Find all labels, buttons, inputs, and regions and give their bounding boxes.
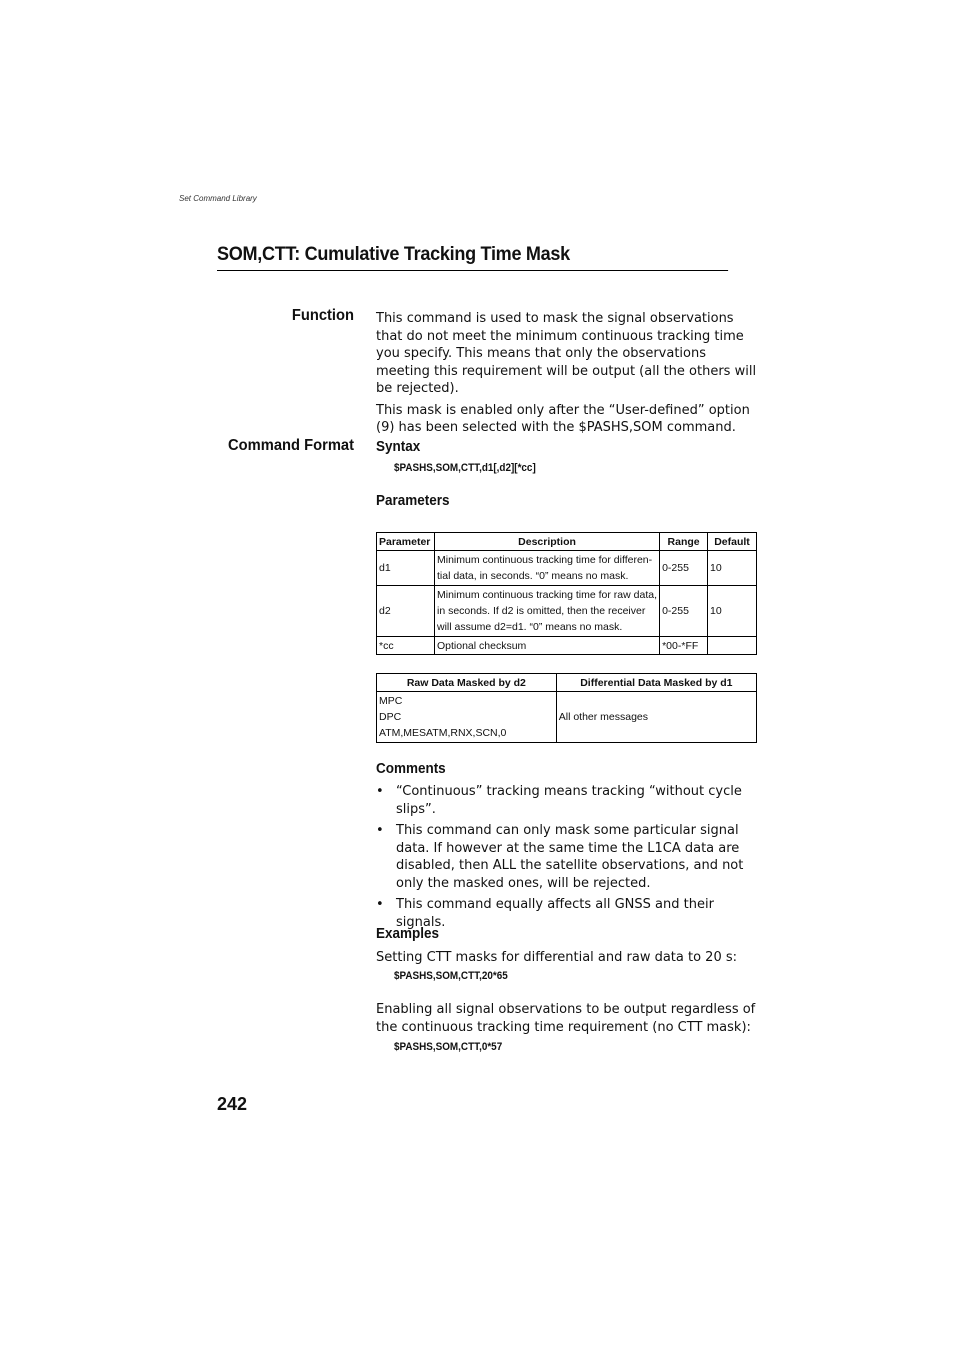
example-2-command: $PASHS,SOM,CTT,0*57 xyxy=(394,1041,503,1053)
list-item xyxy=(376,822,760,892)
list-item xyxy=(376,783,760,818)
column-header: Range xyxy=(660,533,708,551)
mask-table xyxy=(376,673,757,743)
bullet: • xyxy=(376,784,384,799)
page-number: 242 xyxy=(217,1094,248,1114)
comment-text: This command can only mask some particular signal data. If however at the same time the L1CA data are disabled, then ALL the satellite observations, and not only the masked ones, will be rejected. xyxy=(396,823,744,891)
comments-list xyxy=(376,783,760,931)
comment-text: “Continuous” tracking means tracking “without cycle slips”. xyxy=(396,784,742,817)
bullet: • xyxy=(376,823,384,838)
raw-item: DPC xyxy=(379,711,402,723)
table-cell: d1 xyxy=(377,551,435,586)
column-header: Differential Data Masked by d1 xyxy=(556,674,756,692)
raw-data-cell xyxy=(377,692,557,743)
example-1-text: Setting CTT masks for differential and raw data to 20 s: xyxy=(376,950,738,965)
examples-heading: Examples xyxy=(376,926,439,942)
table-cell: Optional checksum xyxy=(434,637,659,655)
example-2-text: Enabling all signal observations to be output regardless of the continuous tracking time requirement (no CTT mask): xyxy=(376,1002,756,1035)
column-header: Raw Data Masked by d2 xyxy=(377,674,557,692)
mask-table-header xyxy=(377,674,757,692)
comments-heading: Comments xyxy=(376,761,446,777)
parameter-table xyxy=(376,532,757,655)
table-cell: 10 xyxy=(708,586,757,637)
command-format-heading: Command Format xyxy=(228,437,354,454)
table-cell: *00-*FF xyxy=(660,637,708,655)
running-head: Set Command Library xyxy=(179,194,257,203)
column-header: Default xyxy=(708,533,757,551)
raw-item: MPC xyxy=(379,695,403,707)
comments-list-container xyxy=(376,783,760,935)
example-1-command: $PASHS,SOM,CTT,20*65 xyxy=(394,970,508,982)
table-row xyxy=(377,637,757,655)
syntax-command: $PASHS,SOM,CTT,d1[,d2][*cc] xyxy=(394,462,536,474)
comment-text: This command equally affects all GNSS and their signals. xyxy=(396,897,714,930)
function-paragraph-1: This command is used to mask the signal observations that do not meet the minimum continuous tracking time you specify. This means that only the observations meeting this requirement will be output (all the others will be rejected). xyxy=(376,311,757,396)
table-cell: *cc xyxy=(377,637,435,655)
parameters-heading: Parameters xyxy=(376,493,450,509)
function-body xyxy=(376,310,760,441)
parameter-table-header xyxy=(377,533,757,551)
table-cell xyxy=(708,637,757,655)
raw-item: ATM,MESATM,RNX,SCN,0 xyxy=(379,727,507,739)
table-cell: Minimum continuous tracking time for raw data, in seconds. If d2 is omitted, then the receiver will assume d2=d1. “0” means no mask. xyxy=(434,586,659,637)
column-header: Description xyxy=(434,533,659,551)
table-row xyxy=(377,586,757,637)
column-header: Parameter xyxy=(377,533,435,551)
function-paragraph-2: This mask is enabled only after the “User-defined” option (9) has been selected with the $PASHS,SOM command. xyxy=(376,402,750,435)
bullet: • xyxy=(376,897,384,912)
function-heading: Function xyxy=(291,307,354,324)
syntax-heading: Syntax xyxy=(376,439,421,455)
table-cell: Minimum continuous tracking time for differen-tial data, in seconds. “0” means no mask. xyxy=(434,551,659,586)
table-cell: 10 xyxy=(708,551,757,586)
differential-data-cell: All other messages xyxy=(556,692,756,743)
table-row xyxy=(377,551,757,586)
table-cell: d2 xyxy=(377,586,435,637)
table-row xyxy=(377,692,757,743)
page-title: SOM,CTT: Cumulative Tracking Time Mask xyxy=(217,244,728,271)
table-cell: 0-255 xyxy=(660,551,708,586)
table-cell: 0-255 xyxy=(660,586,708,637)
